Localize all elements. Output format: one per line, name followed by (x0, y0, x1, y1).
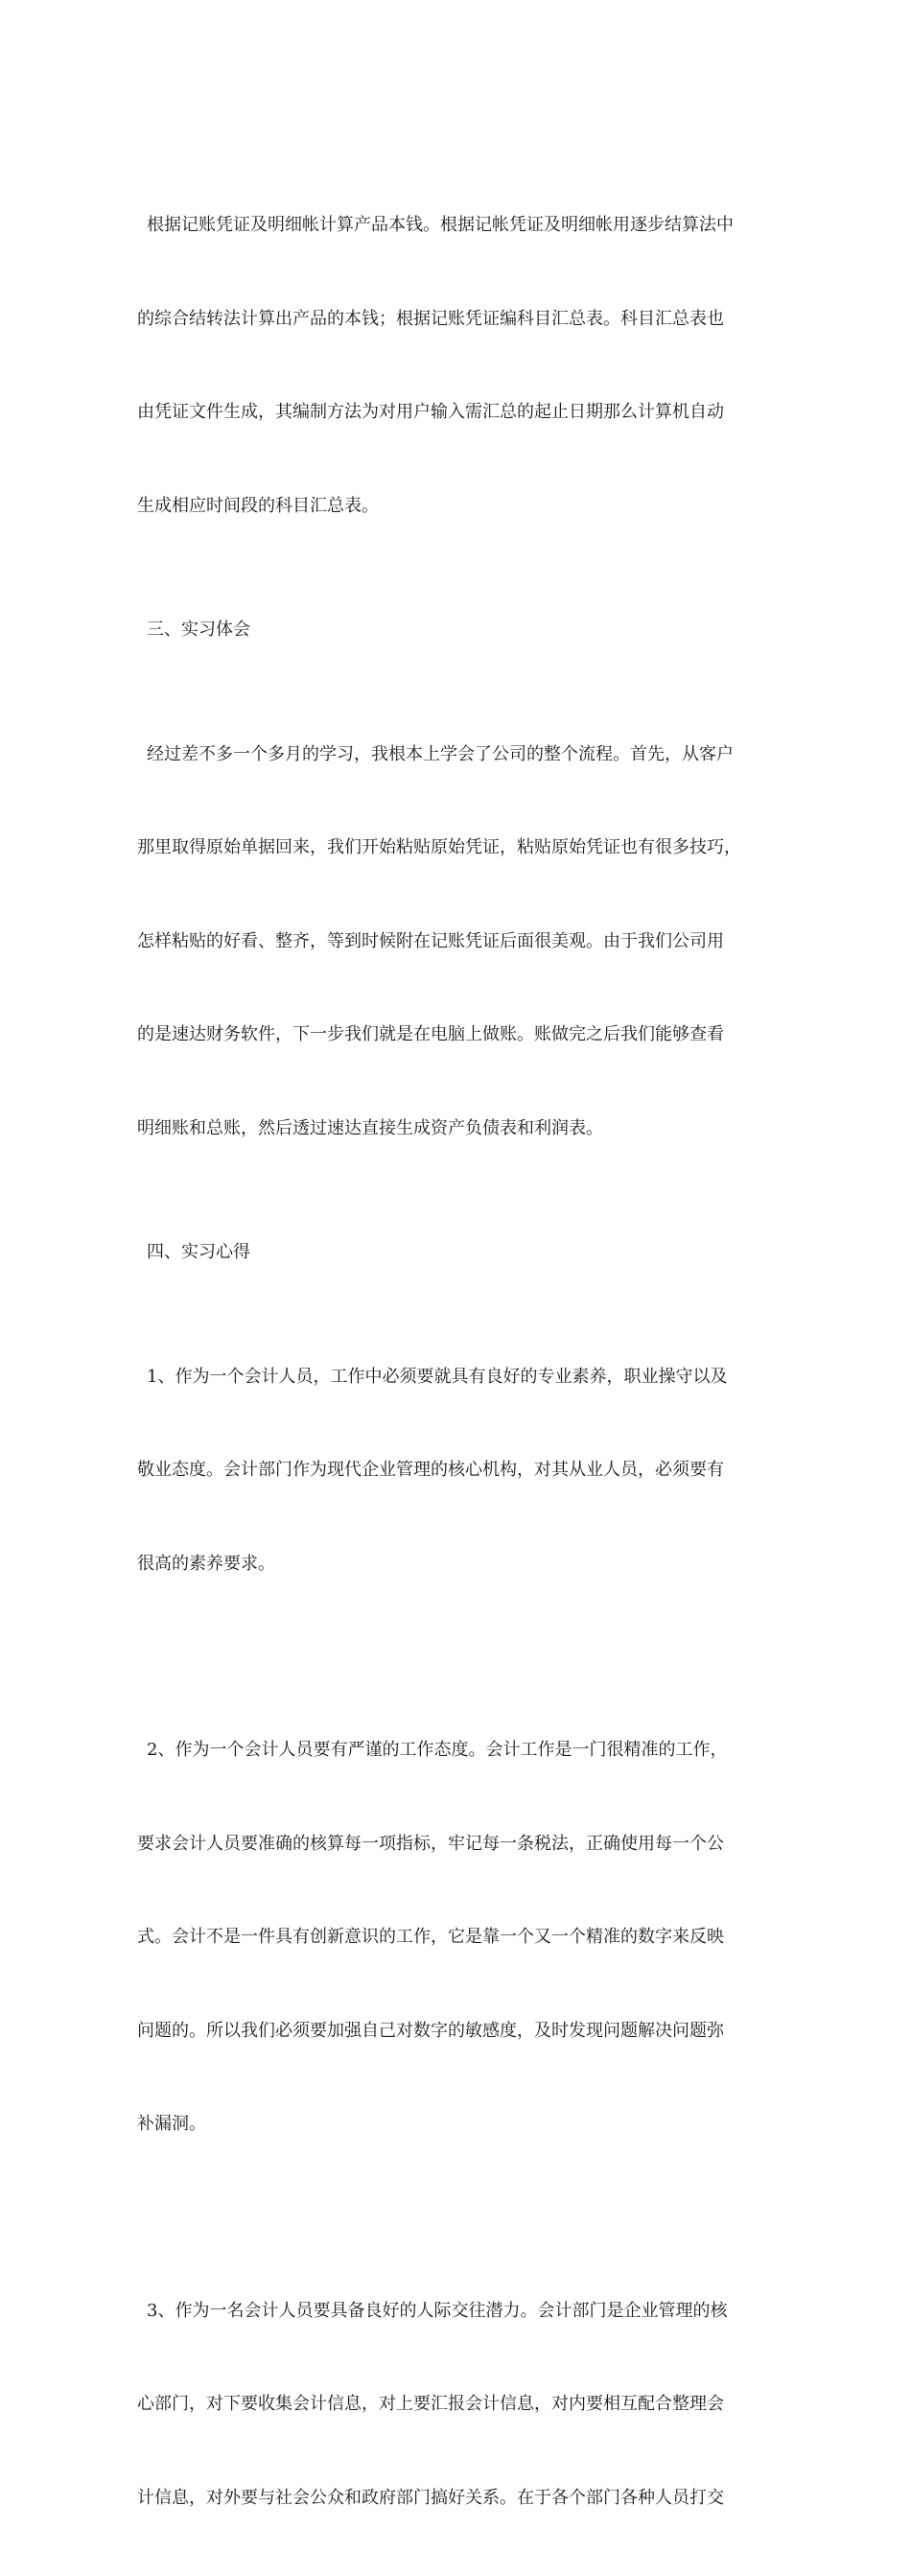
paragraph-cost-calculation (137, 148, 778, 584)
text-line: 根据记账凭证及明细帐计算产品本钱。根据记帐凭证及明细帐用逐步结算法中 (137, 210, 778, 242)
text-line: 心部门，对下要收集会计信息，对上要汇报会计信息，对内要相互配合整理会 (137, 2389, 778, 2421)
text-line: 2、作为一个会计人员要有严谨的工作态度。会计工作是一门很精准的工作， (137, 1735, 778, 1767)
text-line: 式。会计不是一件具有创新意识的工作，它是靠一个又一个精准的数字来反映 (137, 1922, 778, 1954)
text-line: 问题的。所以我们必须要加强自己对数字的敏感度，及时发现问题解决问题弥 (137, 2016, 778, 2048)
paragraph-insight-3 (137, 2234, 778, 2576)
text-line: 很高的素养要求。 (137, 1549, 778, 1581)
section-heading-insights: 四、实习心得 (137, 1237, 778, 1269)
text-line: 补漏洞。 (137, 2109, 778, 2141)
text-line: 明细账和总账，然后透过速达直接生成资产负债表和利润表。 (137, 1113, 778, 1145)
text-line: 计信息，对外要与社会公众和政府部门搞好关系。在于各个部门各种人员打交 (137, 2483, 778, 2515)
text-line: 要求会计人员要准确的核算每一项指标，牢记每一条税法，正确使用每一个公 (137, 1829, 778, 1861)
section-heading-experience: 三、实习体会 (137, 615, 778, 646)
text-line: 1、作为一个会计人员，工作中必须要就具有良好的专业素养，职业操守以及 (137, 1362, 778, 1393)
text-line: 的综合结转法计算出产品的本钱；根据记账凭证编科目汇总表。科目汇总表也 (137, 304, 778, 336)
text-line: 敬业态度。会计部门作为现代企业管理的核心机构，对其从业人员，必须要有 (137, 1455, 778, 1487)
paragraph-insight-2 (137, 1673, 778, 2203)
text-line: 3、作为一名会计人员要具备良好的人际交往潜力。会计部门是企业管理的核 (137, 2296, 778, 2328)
text-line: 生成相应时间段的科目汇总表。 (137, 491, 778, 523)
document-body (137, 148, 778, 2576)
text-line: 由凭证文件生成，其编制方法为对用户输入需汇总的起止日期那么计算机自动 (137, 397, 778, 429)
text-line: 那里取得原始单据回来，我们开始粘贴原始凭证，粘贴原始凭证也有很多技巧， (137, 832, 778, 864)
text-line: 的是速达财务软件，下一步我们就是在电脑上做账。账做完之后我们能够查看 (137, 1019, 778, 1051)
text-line: 怎样粘贴的好看、整齐，等到时候附在记账凭证后面很美观。由于我们公司用 (137, 926, 778, 958)
paragraph-insight-1 (137, 1300, 778, 1643)
paragraph-experience (137, 677, 778, 1207)
text-line: 经过差不多一个多月的学习，我根本上学会了公司的整个流程。首先，从客户 (137, 739, 778, 771)
